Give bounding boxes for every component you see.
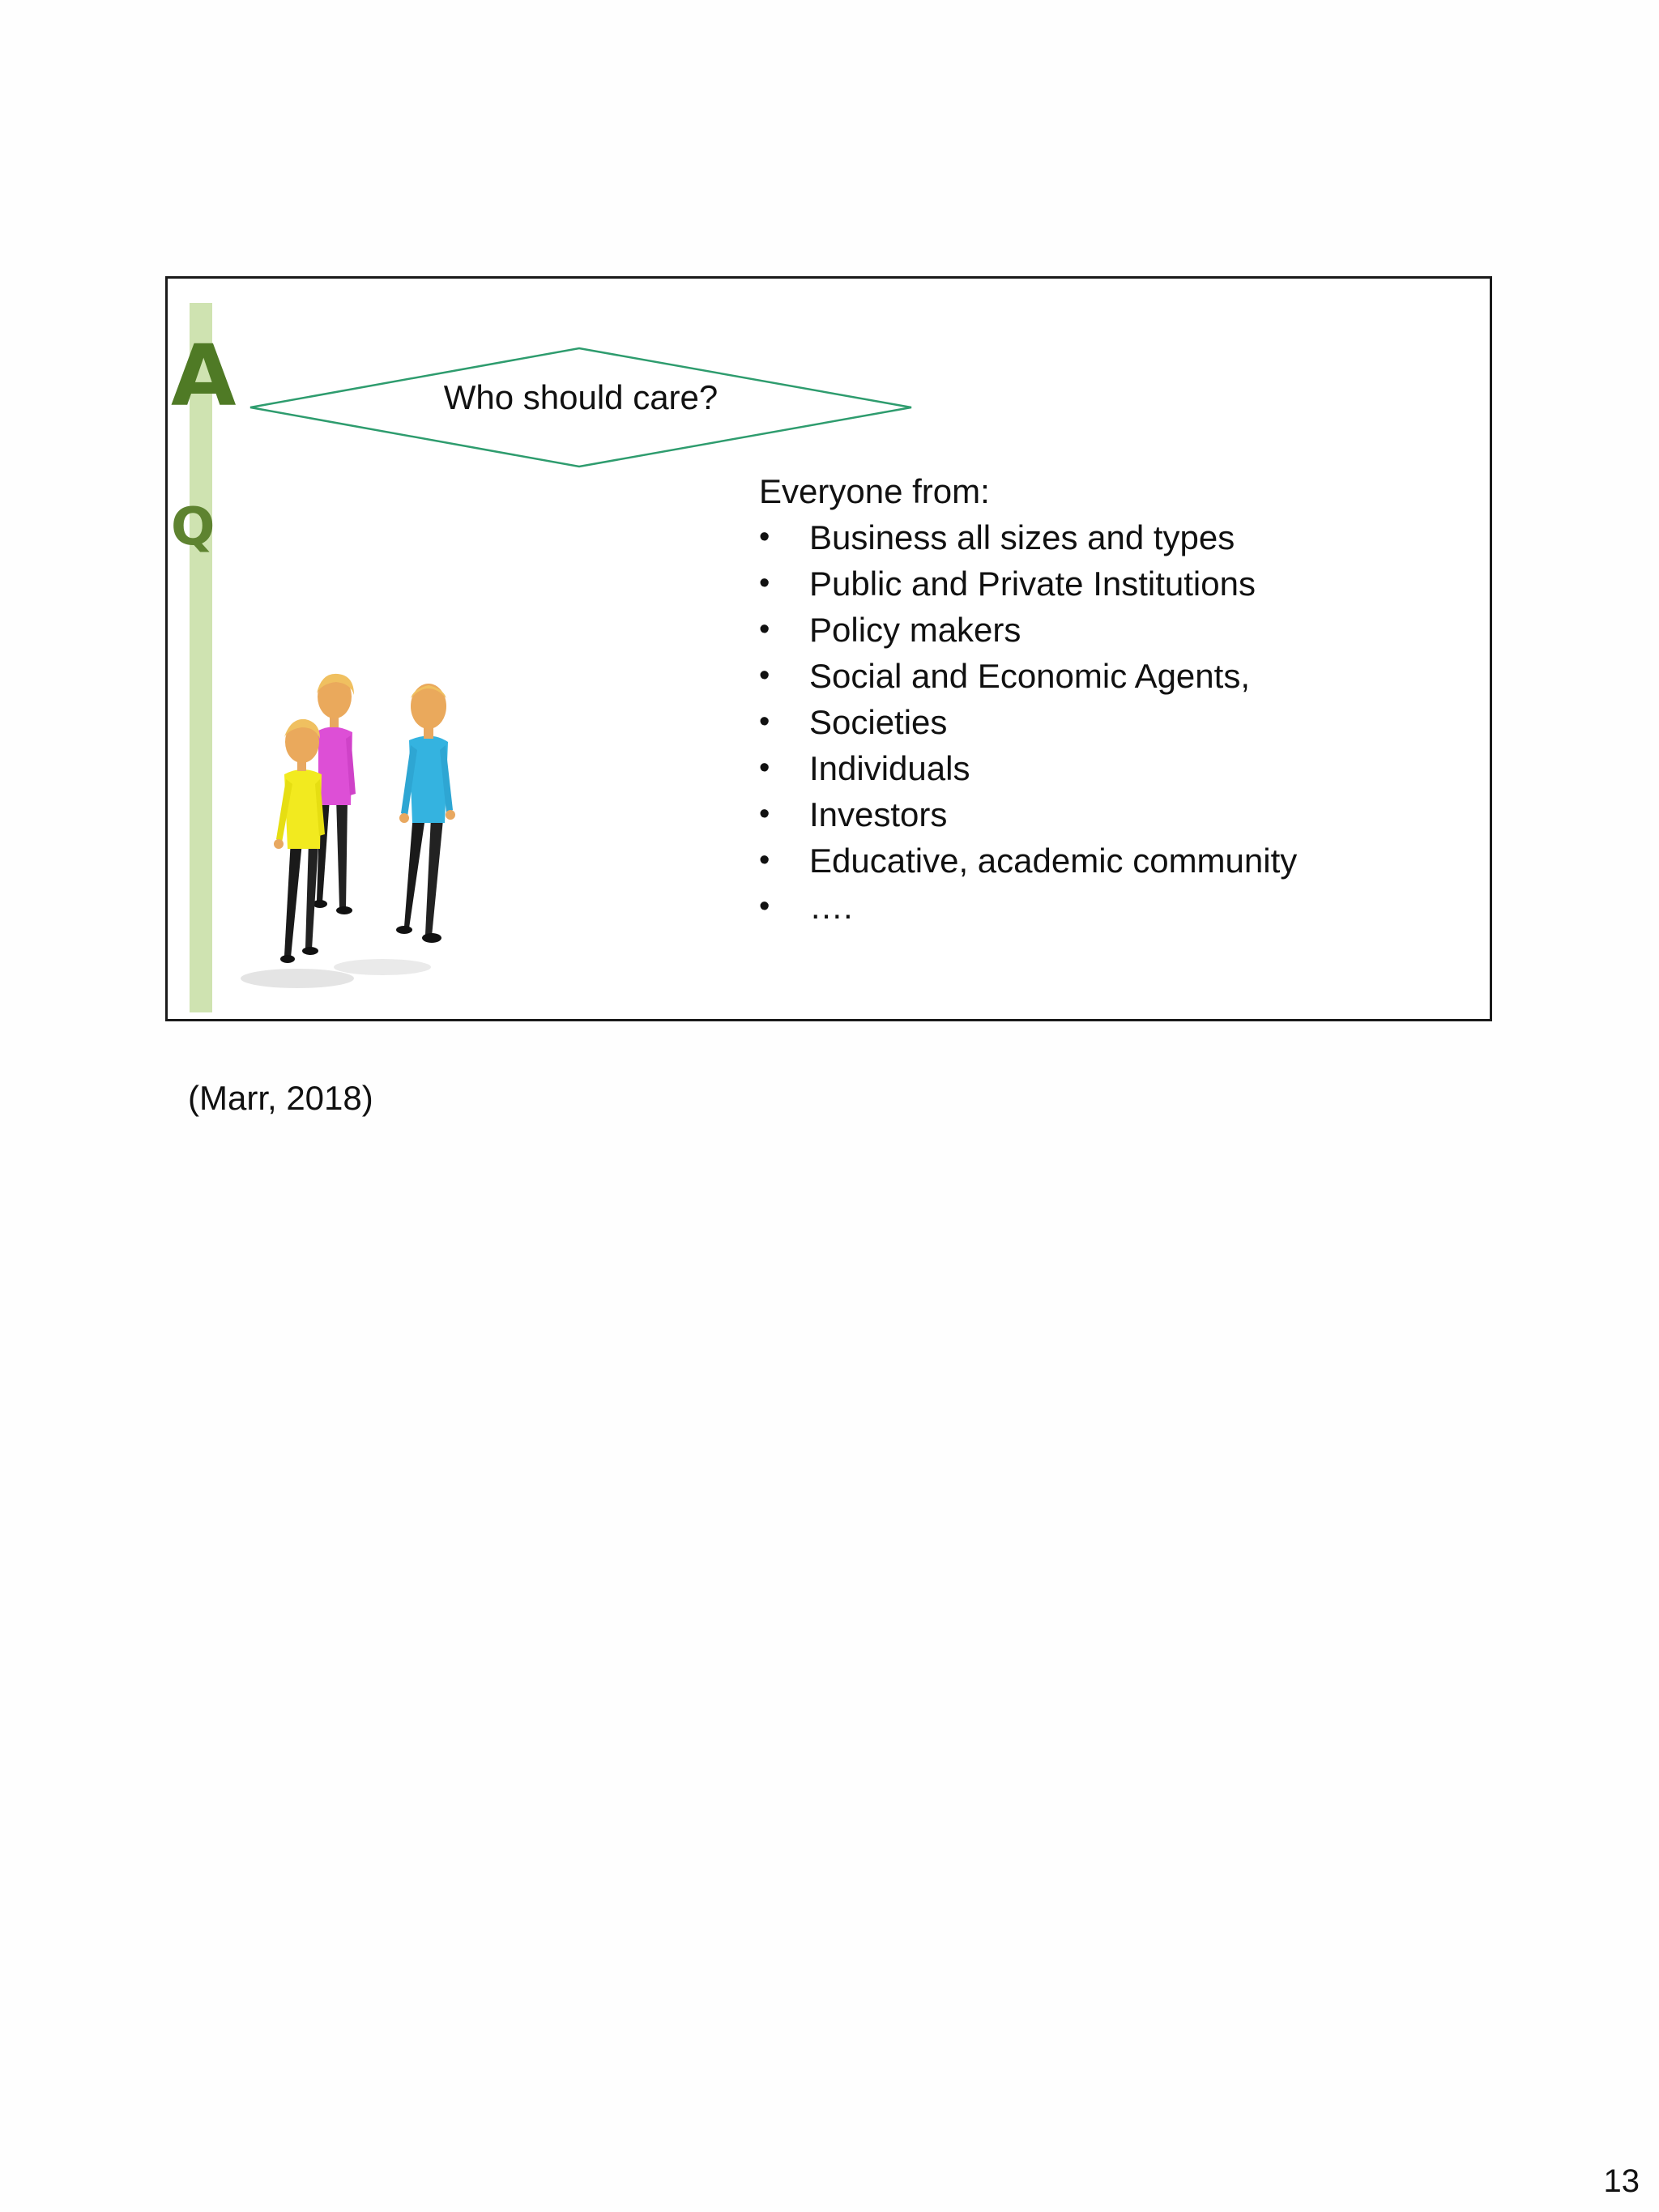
bullet-icon: •: [759, 658, 770, 693]
answer-intro: Everyone from:: [759, 472, 990, 510]
bullet-icon: •: [759, 705, 770, 739]
list-item: [759, 514, 1456, 560]
bullet-icon: •: [759, 843, 770, 877]
list-item: [759, 791, 1456, 837]
citation: (Marr, 2018): [188, 1079, 373, 1117]
list-item-text: Investors: [809, 795, 948, 833]
page-number: 13: [1603, 2163, 1640, 2199]
list-item: [759, 607, 1456, 653]
list-item: [759, 699, 1456, 745]
people-illustration: [200, 651, 476, 999]
list-item: [759, 560, 1456, 607]
list-item: [759, 884, 1456, 930]
list-item: [759, 745, 1456, 791]
list-item-text: Individuals: [809, 749, 970, 787]
bullet-icon: •: [759, 751, 770, 785]
person-blue: [396, 684, 455, 943]
bullet-icon: •: [759, 797, 770, 831]
list-item: [759, 653, 1456, 699]
list-item-text: Educative, academic community: [809, 842, 1298, 880]
list-item-text: Social and Economic Agents,: [809, 657, 1250, 695]
person-yellow: [274, 719, 325, 963]
list-item: [759, 837, 1456, 884]
answer-block: [759, 468, 1456, 930]
bullet-icon: •: [759, 520, 770, 554]
letter-q: Q: [171, 497, 215, 557]
list-item-text: Policy makers: [809, 611, 1021, 649]
bullet-icon: •: [759, 889, 770, 923]
letter-a: A: [171, 326, 237, 425]
answer-list: [759, 514, 1456, 930]
bullet-icon: •: [759, 612, 770, 646]
list-item-text: Public and Private Institutions: [809, 565, 1256, 603]
bullet-icon: •: [759, 566, 770, 600]
list-item-text: Business all sizes and types: [809, 518, 1235, 556]
list-item-text: ….: [809, 888, 853, 926]
question-text: Who should care?: [443, 378, 719, 416]
slide-frame: [165, 276, 1492, 1021]
list-item-text: Societies: [809, 703, 948, 741]
